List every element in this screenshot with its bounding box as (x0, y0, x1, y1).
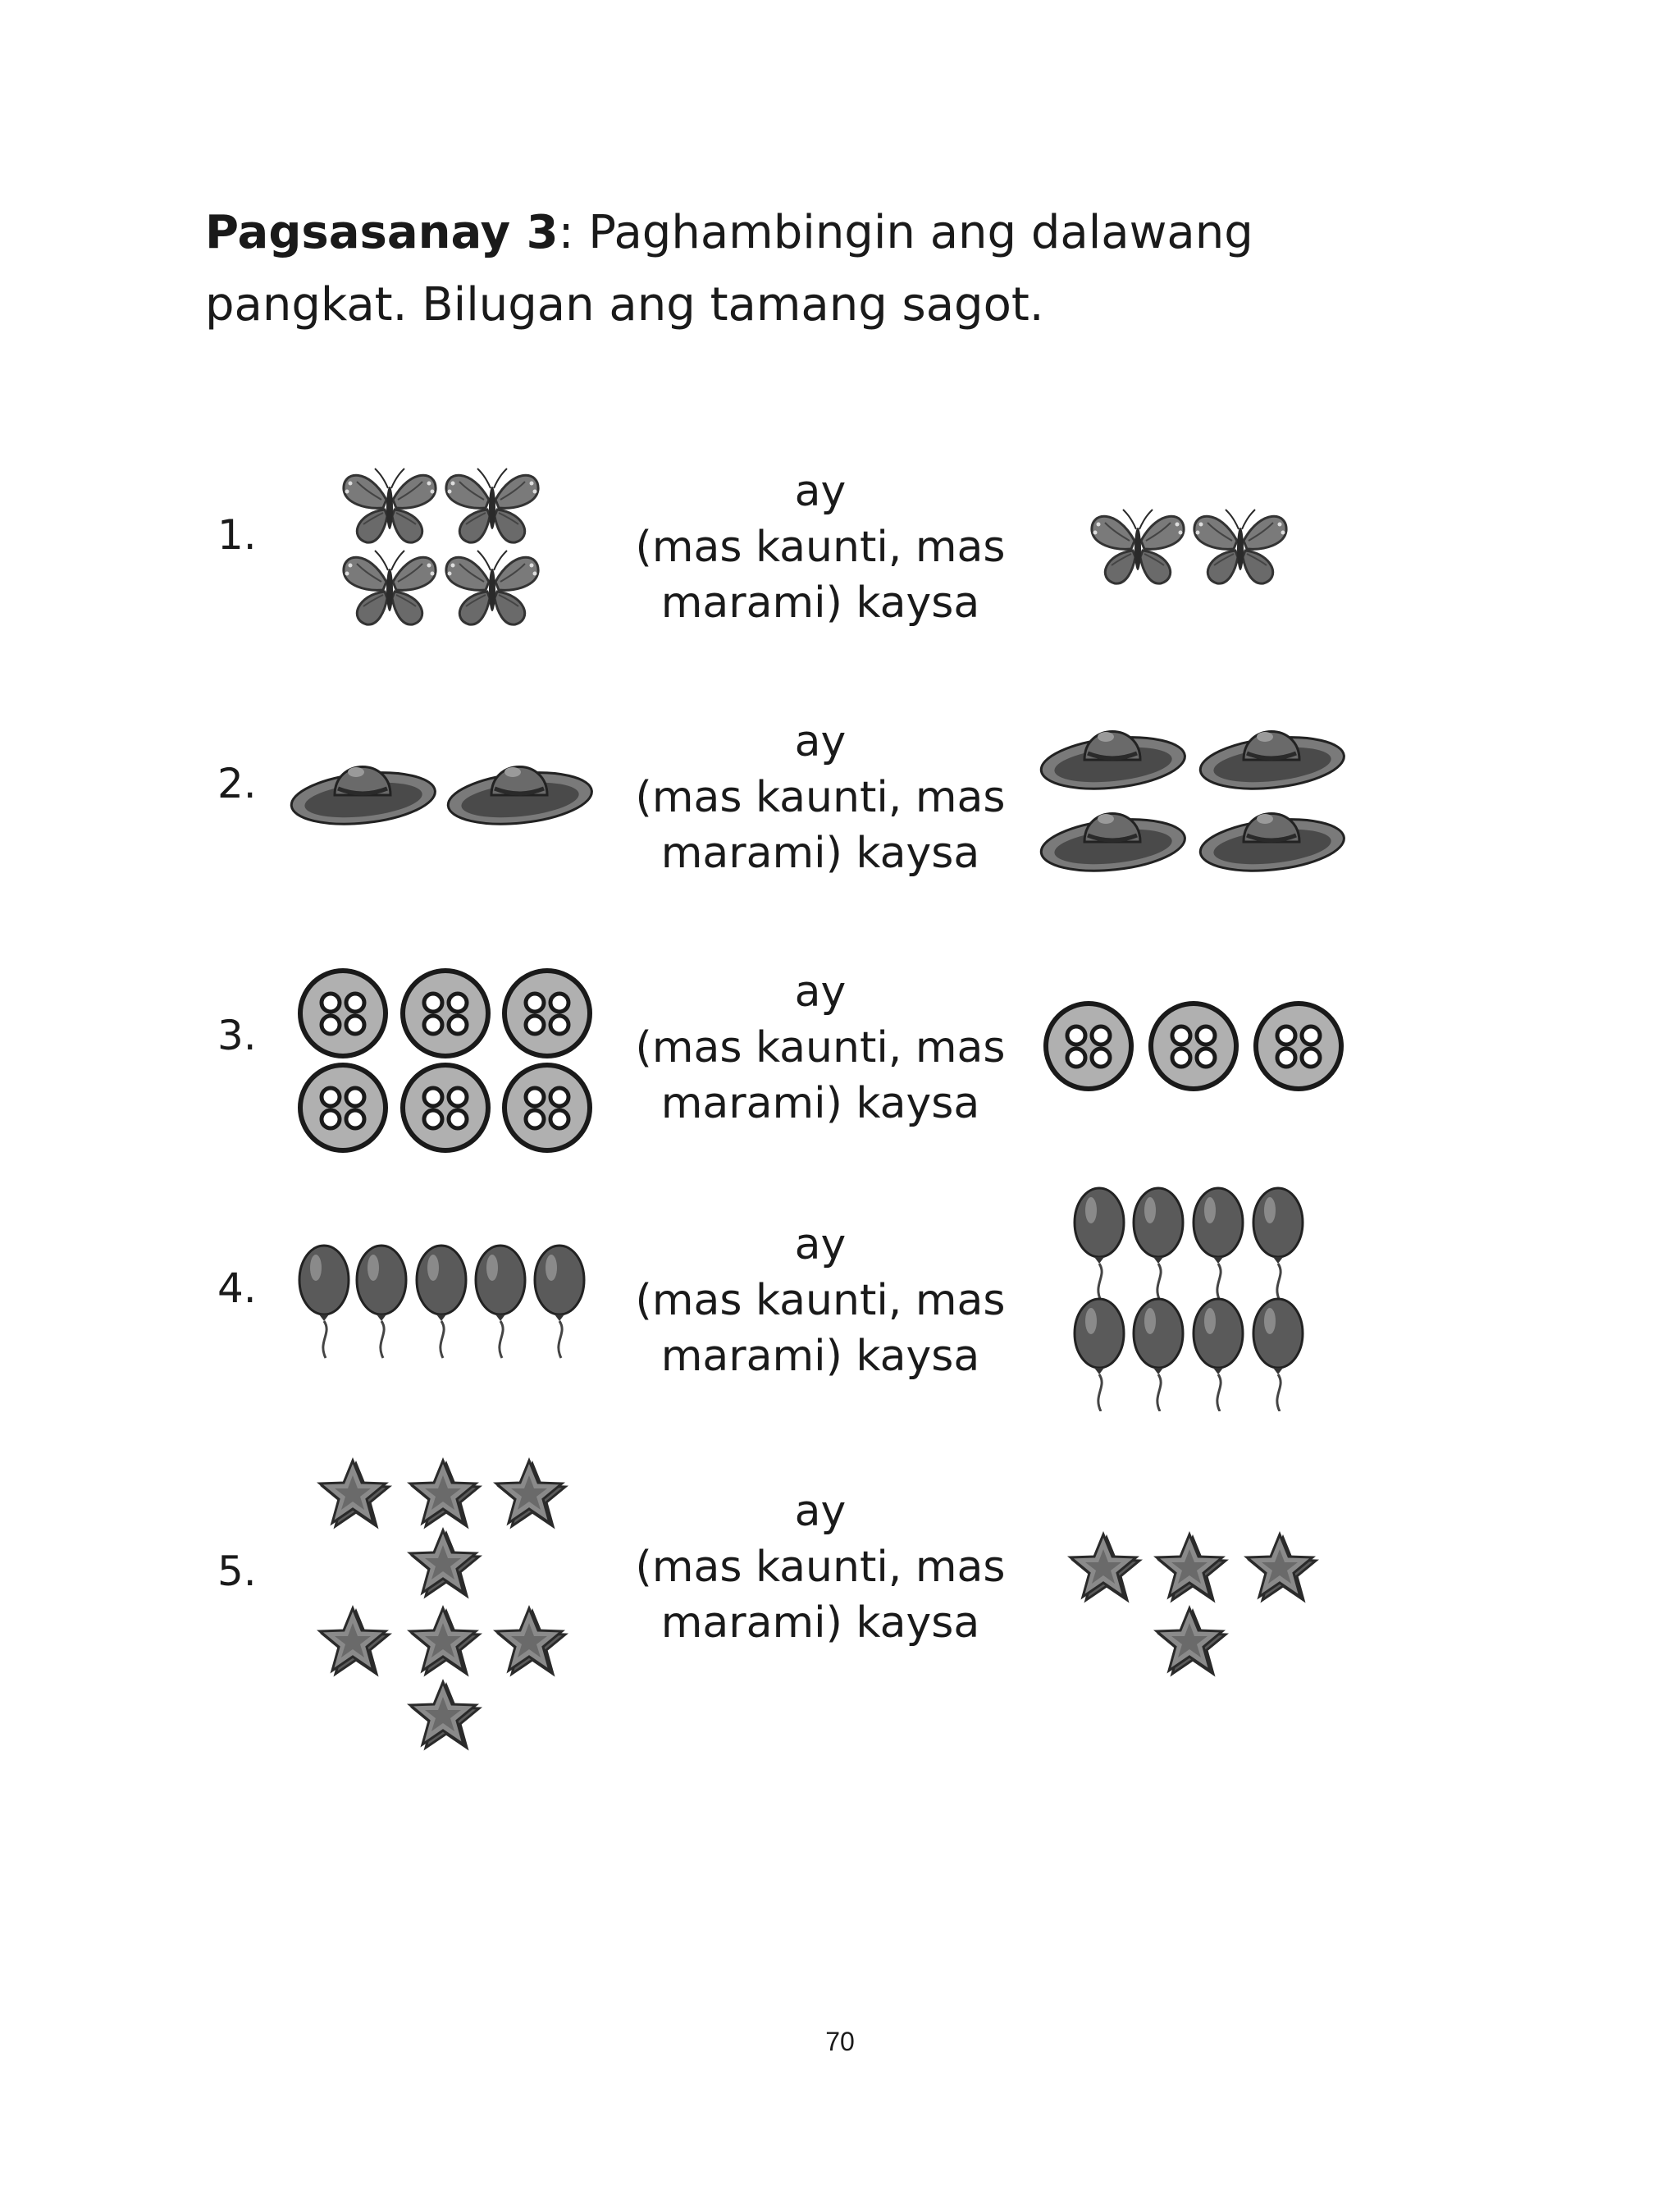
hat-icon (1039, 813, 1187, 877)
button-icon (1151, 1004, 1236, 1089)
item-3-text-kaysa: marami) kaysa (660, 1079, 980, 1128)
balloon-icon (1194, 1188, 1243, 1301)
star-icon (410, 1530, 479, 1596)
item-1-comparison-text (607, 464, 1034, 631)
item-4-comparison-text (607, 1217, 1034, 1384)
button-icon (403, 1065, 488, 1150)
balloon-icon (1253, 1188, 1303, 1301)
item-5-right-group (1058, 1522, 1337, 1686)
butterfly-icon (446, 469, 538, 542)
item-4-text-ay: ay (794, 1220, 847, 1269)
balloon-icon (417, 1246, 466, 1358)
star-icon (410, 1461, 479, 1526)
button-icon (403, 971, 488, 1056)
item-4-left-group (295, 1235, 599, 1366)
item-1-text-kaysa: marami) kaysa (660, 578, 980, 628)
button-icon (504, 971, 590, 1056)
item-number-1: 1. (217, 511, 257, 559)
item-2-text-choices: (mas kaunti, mas (635, 773, 1006, 822)
star-icon (1071, 1534, 1139, 1600)
hat-icon (1198, 813, 1346, 877)
balloon-icon (476, 1246, 525, 1358)
butterfly-icon (344, 469, 436, 542)
item-4-right-group (1066, 1182, 1329, 1411)
button-icon (504, 1065, 590, 1150)
butterfly-icon (446, 551, 538, 624)
item-5-text-choices: (mas kaunti, mas (635, 1543, 1006, 1592)
item-1-text-ay: ay (794, 467, 847, 516)
star-icon (320, 1608, 389, 1674)
star-icon (496, 1461, 565, 1526)
star-icon (410, 1682, 479, 1748)
balloon-icon (1134, 1299, 1183, 1411)
butterfly-icon (344, 551, 436, 624)
exercise-instructions (205, 197, 1518, 341)
balloon-icon (299, 1246, 349, 1358)
item-2-comparison-text (607, 714, 1034, 881)
hat-icon (289, 766, 437, 830)
button-icon (1256, 1004, 1341, 1089)
item-1-text-choices: (mas kaunti, mas (635, 523, 1006, 572)
star-icon (320, 1461, 389, 1526)
hat-icon (445, 766, 594, 830)
exercise-label: Pagsasanay 3 (205, 206, 559, 259)
balloon-icon (1075, 1299, 1124, 1411)
item-1-right-group (1087, 492, 1308, 599)
star-icon (410, 1608, 479, 1674)
item-number-4: 4. (217, 1264, 257, 1312)
item-5-text-kaysa: marami) kaysa (660, 1598, 980, 1648)
star-icon (1247, 1534, 1316, 1600)
butterfly-icon (1194, 510, 1286, 583)
button-icon (300, 1065, 386, 1150)
item-4-text-choices: (mas kaunti, mas (635, 1276, 1006, 1325)
balloon-icon (1253, 1299, 1303, 1411)
item-2-left-group (287, 738, 599, 845)
instruction-line-2: pangkat. Bilugan ang tamang sagot. (205, 278, 1044, 331)
item-3-text-choices: (mas kaunti, mas (635, 1023, 1006, 1072)
item-number-2: 2. (217, 760, 257, 807)
balloon-icon (357, 1246, 406, 1358)
button-icon (1046, 1004, 1131, 1089)
butterfly-icon (1092, 510, 1184, 583)
item-3-text-ay: ay (794, 967, 847, 1017)
item-4-text-kaysa: marami) kaysa (660, 1332, 980, 1381)
item-3-comparison-text (607, 964, 1034, 1132)
star-icon (1157, 1534, 1226, 1600)
balloon-icon (1134, 1188, 1183, 1301)
hat-icon (1198, 731, 1346, 795)
instruction-line-1: : Paghambingin ang dalawang (558, 206, 1253, 259)
page-number: 70 (825, 2027, 855, 2056)
item-2-right-group (1034, 706, 1354, 894)
item-number-5: 5. (217, 1548, 257, 1595)
button-icon (300, 971, 386, 1056)
item-3-left-group (291, 964, 603, 1161)
balloon-icon (1075, 1188, 1124, 1301)
item-2-text-kaysa: marami) kaysa (660, 829, 980, 878)
star-icon (1157, 1608, 1226, 1674)
hat-icon (1039, 731, 1187, 795)
item-1-left-group (336, 459, 550, 632)
item-5-text-ay: ay (794, 1487, 847, 1536)
item-2-text-ay: ay (794, 717, 847, 766)
item-5-left-group (304, 1444, 582, 1756)
item-5-comparison-text (607, 1484, 1034, 1651)
balloon-icon (1194, 1299, 1243, 1411)
item-number-3: 3. (217, 1012, 257, 1059)
balloon-icon (535, 1246, 584, 1358)
item-3-right-group (1038, 993, 1358, 1100)
star-icon (496, 1608, 565, 1674)
